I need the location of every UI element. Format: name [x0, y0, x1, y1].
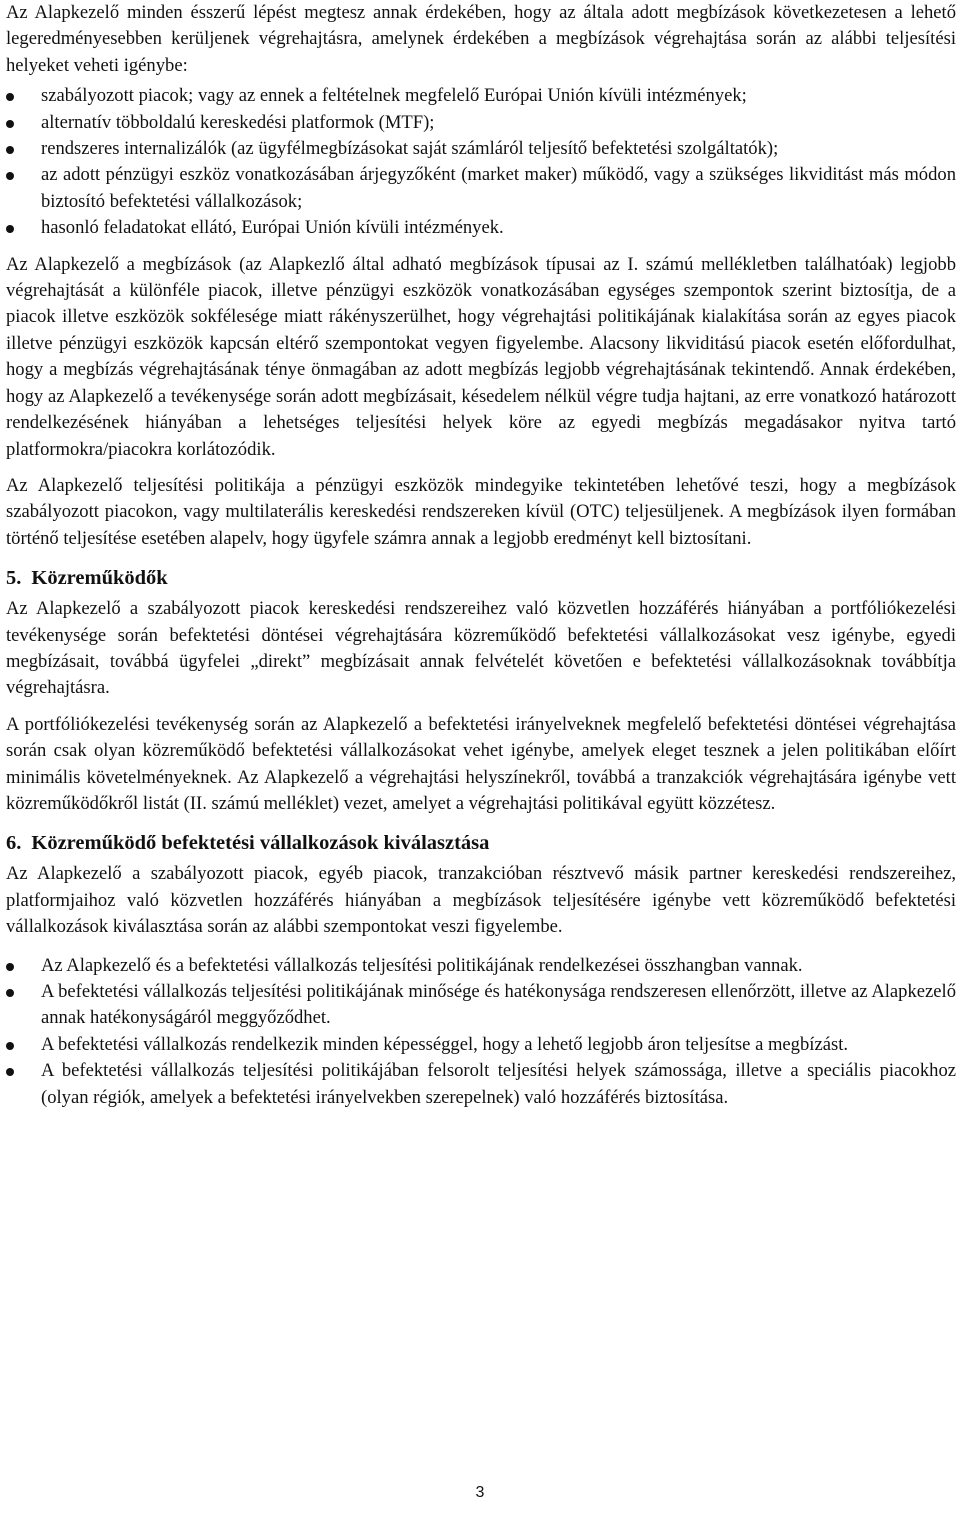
- page-number: 3: [475, 1484, 485, 1501]
- bullet-icon: [6, 120, 14, 128]
- section-5-title: Közreműködők: [31, 567, 168, 590]
- list-item: [6, 110, 956, 136]
- section-6-title: Közreműködő befektetési vállalkozások kiválasztása: [31, 832, 490, 855]
- list-item-text: szabályozott piacok; vagy az ennek a feltételnek megfelelő Európai Unión kívüli intézmények;: [41, 85, 747, 107]
- venue-list: [6, 83, 956, 241]
- bullet-icon: [6, 1068, 14, 1076]
- list-item-text: rendszeres internalizálók (az ügyfélmegbízásokat saját számláról teljesítő befektetési szolgáltatók);: [41, 138, 779, 160]
- bullet-icon: [6, 1042, 14, 1050]
- list-item-text: hasonló feladatokat ellátó, Európai Unión kívüli intézmények.: [41, 217, 504, 239]
- list-item: [6, 162, 956, 215]
- bullet-icon: [6, 172, 14, 180]
- list-item-text: alternatív többoldalú kereskedési platformok (MTF);: [41, 111, 435, 133]
- section-5-paragraph-1: Az Alapkezelő a szabályozott piacok kereskedési rendszereihez való közvetlen hozzáférés hiányában a portfóliókezelési tevékenysége során befektetési döntései végrehajtására közreműködő befektetési vállalkozásokat vesz igénybe, egyedi megbízásait, továbbá ügyfelei „direkt” megbízásait annak felvételét követően e befektetési vállalkozásoknak továbbítja végrehajtásra.: [6, 598, 956, 699]
- list-item-text: A befektetési vállalkozás teljesítési politikájában felsorolt teljesítési helyek számossága, illetve a speciális piacokhoz (olyan régiók, amelyek a befektetési irányelvekben szerepelnek) való hozzáférés biztosítása.: [41, 1060, 956, 1108]
- list-item: [6, 215, 956, 241]
- bullet-icon: [6, 146, 14, 154]
- bullet-icon: [6, 225, 14, 233]
- criteria-list: [6, 953, 956, 1111]
- list-item: [6, 953, 956, 979]
- list-item-text: Az Alapkezelő és a befektetési vállalkozás teljesítési politikájának rendelkezései összhangban vannak.: [41, 954, 803, 976]
- list-item: [6, 1032, 956, 1058]
- bullet-icon: [6, 963, 14, 971]
- best-execution-paragraph: Az Alapkezelő a megbízások (az Alapkezlő által adható megbízások típusai az I. számú mellékletben találhatóak) legjobb végrehajtását a különféle piacok, illetve pénzügyi eszközök vonatkozásában egységes szempontok szerint biztosítja, de a piacok illetve eszközök sokfélesége miatt rákényszerülhet, hogy végrehajtási politikájának kialakítása során az egyes piacok illetve pénzügyi eszközök kapcsán eltérő szempontokat vegyen figyelembe. Alacsony likviditású piacok esetén előfordulhat, hogy a megbízás végrehajtásának ténye önmagában az adott megbízás legjobb végrehajtásának tekintendő. Annak érdekében, hogy az Alapkezelő a tevékenysége során adott megbízásait, késedelem nélkül végre tudja hajtani, az erre vonatkozó határozott rendelkezésének hiányában a lehetséges teljesítési helyek köre az egyedi megbízás megadásakor nyitva tartó platformokra/piacokra korlátozódik.: [6, 253, 956, 460]
- otc-paragraph: Az Alapkezelő teljesítési politikája a pénzügyi eszközök mindegyike tekintetében lehetővé teszi, hogy a megbízások szabályozott piacokon, vagy multilaterális kereskedési rendszereken kívül (OTC) teljesüljenek. A megbízások ilyen formában történő teljesítése esetében alapelv, hogy ügyfele számra annak a legjobb eredményt kell biztosítani.: [6, 474, 956, 549]
- list-item: [6, 1058, 956, 1111]
- section-5-number: 5.: [6, 567, 22, 590]
- list-item: [6, 136, 956, 162]
- section-5-paragraph-2: A portfóliókezelési tevékenység során az Alapkezelő a befektetési irányelveknek megfelelő befektetési döntései végrehajtása során csak olyan közreműködő befektetési vállalkozásokat vehet igénybe, amelyek eleget tesznek a jelen politikában előírt minimális követelményeknek. Az Alapkezelő a végrehajtási helyszínekről, továbbá a tranzakciók végrehajtására igénybe vett közreműködőkről listát (II. számú melléklet) vezet, amelyet a végrehajtási politikával együtt közzétesz.: [6, 713, 956, 814]
- list-item: [6, 979, 956, 1032]
- bullet-icon: [6, 989, 14, 997]
- intro-paragraph: Az Alapkezelő minden ésszerű lépést megtesz annak érdekében, hogy az általa adott megbízások következetesen a lehető legeredményesebben kerüljenek végrehajtásra, amelynek érdekében a megbízások végrehajtása során az alábbi teljesítési helyeket veheti igénybe:: [6, 2, 956, 76]
- bullet-icon: [6, 93, 14, 101]
- list-item-text: A befektetési vállalkozás rendelkezik minden képességgel, hogy a lehető legjobb áron teljesítse a megbízást.: [41, 1033, 849, 1055]
- list-item-text: A befektetési vállalkozás teljesítési politikájának minősége és hatékonysága rendszeresen ellenőrzött, illetve az Alapkezelő annak hatékonyságáról meggyőződhet.: [41, 981, 956, 1029]
- section-5-heading: [6, 564, 956, 592]
- section-6-number: 6.: [6, 832, 22, 855]
- list-item-text: az adott pénzügyi eszköz vonatkozásában árjegyzőként (market maker) működő, vagy a szükséges likviditást más módon biztosító befektetési vállalkozások;: [41, 164, 956, 212]
- list-item: [6, 83, 956, 109]
- section-6-paragraph-1: Az Alapkezelő a szabályozott piacok, egyéb piacok, tranzakcióban résztvevő másik partner kereskedési rendszereihez, platformjaihoz való közvetlen hozzáférés hiányában a megbízások teljesítésére igénybe vett közreműködő befektetési vállalkozások kiválasztása során az alábbi szempontokat veszi figyelembe.: [6, 863, 956, 938]
- document-page: [6, 0, 956, 1111]
- section-6-heading: [6, 829, 956, 857]
